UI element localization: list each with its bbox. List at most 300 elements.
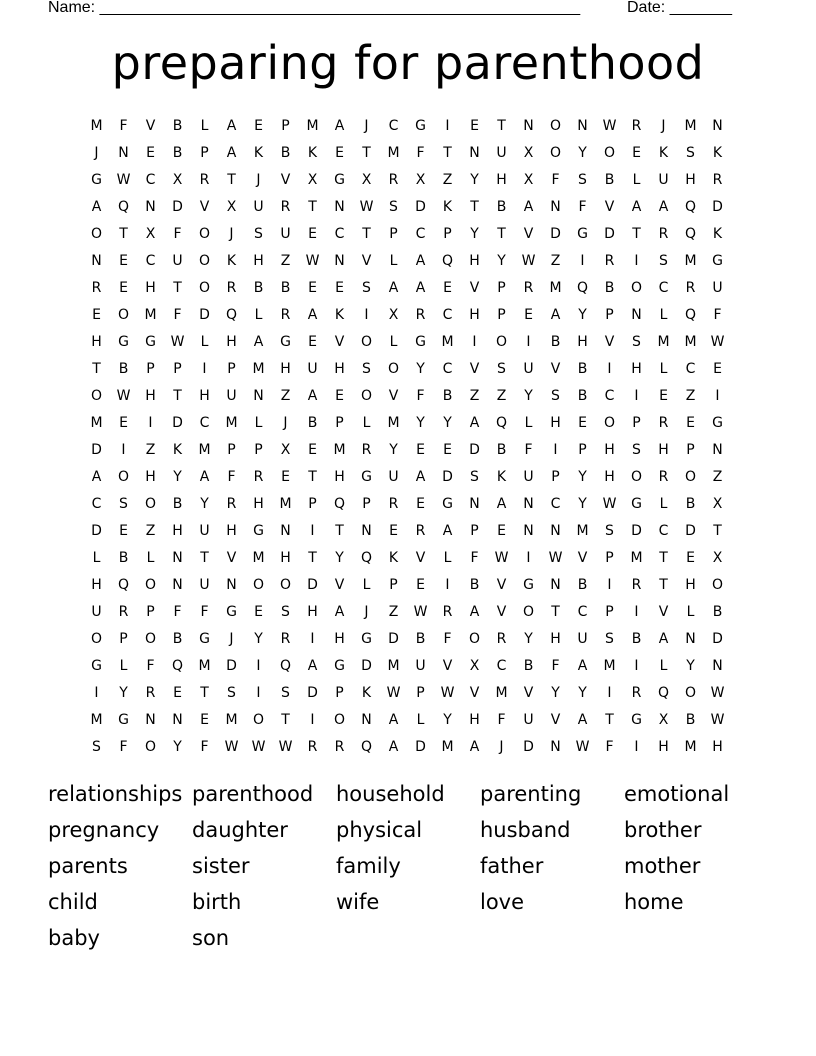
grid-letter: C xyxy=(91,496,102,512)
grid-letter: O xyxy=(252,577,265,593)
grid-letter: I xyxy=(634,388,639,404)
word-bank-item: physical xyxy=(336,818,423,842)
grid-letter: E xyxy=(119,415,128,431)
grid-letter: D xyxy=(307,577,318,593)
grid-letter: N xyxy=(172,550,183,566)
grid-letter: N xyxy=(631,307,642,323)
grid-letter: A xyxy=(307,388,318,404)
grid-letter: P xyxy=(119,631,128,647)
grid-letter: H xyxy=(145,469,156,485)
name-date-line xyxy=(48,0,748,18)
grid-letter: F xyxy=(227,469,236,485)
grid-letter: Y xyxy=(686,658,695,674)
grid-letter: B xyxy=(685,496,696,512)
grid-letter: Q xyxy=(657,685,670,701)
grid-letter: L xyxy=(686,604,695,620)
grid-letter: O xyxy=(360,388,373,404)
grid-letter: T xyxy=(470,199,479,215)
grid-letter: A xyxy=(469,604,480,620)
word-bank-item: parenthood xyxy=(192,782,314,806)
grid-letter: P xyxy=(254,442,263,458)
grid-letter: R xyxy=(226,280,237,296)
grid-letter: P xyxy=(335,415,344,431)
word-bank-item: husband xyxy=(480,818,571,842)
grid-letter: E xyxy=(443,280,452,296)
grid-letter: W xyxy=(170,334,185,350)
grid-letter: L xyxy=(362,415,371,431)
word-bank-item: relationships xyxy=(48,782,183,806)
grid-letter: W xyxy=(710,685,725,701)
grid-letter: D xyxy=(388,631,399,647)
grid-letter: O xyxy=(144,631,157,647)
grid-letter: E xyxy=(308,442,317,458)
grid-letter: N xyxy=(712,658,723,674)
grid-letter: U xyxy=(91,604,102,620)
grid-letter: L xyxy=(389,253,398,269)
grid-letter: G xyxy=(361,469,372,485)
grid-letter: H xyxy=(496,172,507,188)
grid-letter: E xyxy=(416,577,425,593)
grid-letter: V xyxy=(523,685,534,701)
grid-letter: I xyxy=(472,334,477,350)
grid-letter: H xyxy=(253,253,264,269)
word-bank xyxy=(48,776,768,956)
grid-letter: M xyxy=(549,280,562,296)
grid-letter: H xyxy=(685,172,696,188)
grid-letter: P xyxy=(443,226,452,242)
grid-letter: A xyxy=(388,712,399,728)
grid-letter: B xyxy=(496,199,507,215)
grid-letter: R xyxy=(388,496,399,512)
grid-letter: I xyxy=(94,685,99,701)
grid-letter: D xyxy=(442,469,453,485)
grid-letter: E xyxy=(335,145,344,161)
grid-letter: Y xyxy=(524,388,533,404)
grid-letter: P xyxy=(632,415,641,431)
grid-letter: N xyxy=(334,253,345,269)
grid-letter: T xyxy=(200,685,209,701)
grid-letter: E xyxy=(146,145,155,161)
grid-letter: P xyxy=(497,307,506,323)
grid-letter: V xyxy=(496,604,507,620)
grid-letter: P xyxy=(146,604,155,620)
grid-letter: Y xyxy=(470,172,479,188)
grid-letter: I xyxy=(607,577,612,593)
grid-letter: P xyxy=(551,469,560,485)
grid-letter: T xyxy=(308,469,317,485)
grid-letter: D xyxy=(91,523,102,539)
grid-letter: M xyxy=(387,415,400,431)
grid-letter: Y xyxy=(524,631,533,647)
grid-letter: V xyxy=(145,118,156,134)
grid-letter: M xyxy=(225,712,238,728)
grid-letter: E xyxy=(416,496,425,512)
grid-letter: W xyxy=(278,739,293,755)
grid-letter: K xyxy=(307,145,318,161)
grid-letter: O xyxy=(603,145,616,161)
grid-letter: F xyxy=(173,226,182,242)
grid-letter: X xyxy=(172,172,183,188)
grid-letter: D xyxy=(172,415,183,431)
grid-letter: B xyxy=(523,658,534,674)
grid-letter: G xyxy=(91,658,102,674)
grid-letter: Q xyxy=(279,658,292,674)
grid-letter: G xyxy=(415,334,426,350)
grid-letter: C xyxy=(334,226,345,242)
grid-letter: O xyxy=(90,388,103,404)
grid-letter: F xyxy=(173,604,182,620)
grid-letter: U xyxy=(199,523,210,539)
grid-letter: L xyxy=(389,334,398,350)
grid-letter: L xyxy=(416,712,425,728)
grid-letter: A xyxy=(415,280,426,296)
grid-letter: I xyxy=(553,442,558,458)
grid-letter: U xyxy=(226,388,237,404)
grid-letter: C xyxy=(577,604,588,620)
grid-letter: G xyxy=(334,658,345,674)
grid-letter: Z xyxy=(496,388,507,404)
grid-letter: G xyxy=(631,712,642,728)
grid-letter: R xyxy=(631,118,642,134)
grid-letter: H xyxy=(658,739,669,755)
grid-letter: L xyxy=(200,118,209,134)
grid-letter: M xyxy=(198,442,211,458)
grid-letter: J xyxy=(229,226,234,242)
grid-letter: V xyxy=(280,172,291,188)
grid-letter: N xyxy=(523,523,534,539)
grid-letter: D xyxy=(91,442,102,458)
grid-letter: L xyxy=(659,496,668,512)
grid-letter: P xyxy=(497,280,506,296)
grid-letter: E xyxy=(254,604,263,620)
grid-letter: K xyxy=(712,145,723,161)
grid-letter: Y xyxy=(254,631,263,647)
grid-letter: T xyxy=(551,604,560,620)
grid-letter: T xyxy=(632,226,641,242)
grid-letter: E xyxy=(119,523,128,539)
grid-letter: B xyxy=(307,415,318,431)
grid-letter: H xyxy=(145,388,156,404)
grid-letter: R xyxy=(253,469,264,485)
grid-letter: R xyxy=(280,631,291,647)
word-bank-item: daughter xyxy=(192,818,288,842)
grid-letter: W xyxy=(251,739,266,755)
grid-letter: R xyxy=(523,280,534,296)
grid-letter: I xyxy=(310,631,315,647)
grid-letter: U xyxy=(199,577,210,593)
grid-letter: N xyxy=(361,523,372,539)
grid-letter: U xyxy=(577,631,588,647)
grid-letter: Y xyxy=(443,415,452,431)
grid-letter: A xyxy=(388,280,399,296)
grid-letter: H xyxy=(469,253,480,269)
grid-letter: P xyxy=(281,118,290,134)
grid-letter: Z xyxy=(712,469,723,485)
grid-letter: B xyxy=(172,631,183,647)
grid-letter: A xyxy=(388,739,399,755)
grid-letter: C xyxy=(199,415,210,431)
grid-letter: E xyxy=(254,118,263,134)
grid-letter: M xyxy=(252,361,265,377)
grid-letter: Y xyxy=(173,739,182,755)
grid-letter: B xyxy=(577,361,588,377)
grid-letter: O xyxy=(198,253,211,269)
grid-letter: B xyxy=(172,145,183,161)
grid-letter: H xyxy=(91,334,102,350)
grid-letter: A xyxy=(226,118,237,134)
grid-letter: O xyxy=(198,280,211,296)
grid-letter: J xyxy=(364,604,369,620)
grid-letter: X xyxy=(415,172,426,188)
grid-letter: E xyxy=(335,280,344,296)
word-bank-item: parents xyxy=(48,854,128,878)
grid-letter: I xyxy=(121,442,126,458)
grid-letter: D xyxy=(604,226,615,242)
grid-letter: Z xyxy=(550,253,561,269)
grid-letter: E xyxy=(200,712,209,728)
grid-letter: F xyxy=(497,712,506,728)
grid-letter: N xyxy=(145,199,156,215)
grid-letter: M xyxy=(630,550,643,566)
grid-letter: O xyxy=(144,739,157,755)
grid-letter: E xyxy=(281,469,290,485)
grid-letter: V xyxy=(334,577,345,593)
grid-letter: F xyxy=(551,658,560,674)
grid-letter: T xyxy=(308,199,317,215)
grid-letter: Q xyxy=(117,577,130,593)
grid-letter: M xyxy=(279,496,292,512)
grid-letter: Z xyxy=(145,442,156,458)
grid-letter: N xyxy=(334,199,345,215)
grid-letter: L xyxy=(254,415,263,431)
grid-letter: H xyxy=(91,577,102,593)
grid-letter: I xyxy=(607,685,612,701)
grid-letter: A xyxy=(226,145,237,161)
date-field-label: Date: _______ xyxy=(627,0,732,16)
grid-letter: F xyxy=(200,739,209,755)
grid-letter: X xyxy=(145,226,156,242)
grid-letter: P xyxy=(335,685,344,701)
grid-letter: Y xyxy=(335,550,344,566)
grid-letter: X xyxy=(712,550,723,566)
grid-letter: A xyxy=(253,334,264,350)
grid-letter: M xyxy=(90,118,103,134)
grid-letter: X xyxy=(469,658,480,674)
grid-letter: T xyxy=(713,523,722,539)
grid-letter: V xyxy=(469,280,480,296)
grid-letter: Y xyxy=(578,685,587,701)
grid-letter: T xyxy=(173,388,182,404)
grid-letter: B xyxy=(712,604,723,620)
grid-letter: S xyxy=(497,361,506,377)
grid-letter: C xyxy=(550,496,561,512)
grid-letter: G xyxy=(226,604,237,620)
grid-letter: E xyxy=(119,253,128,269)
grid-letter: B xyxy=(685,712,696,728)
name-field-label: Name: ______________________________________________________ xyxy=(48,0,581,16)
grid-letter: F xyxy=(524,442,533,458)
grid-letter: N xyxy=(523,118,534,134)
grid-letter: I xyxy=(580,253,585,269)
grid-letter: Q xyxy=(684,199,697,215)
grid-letter: A xyxy=(415,469,426,485)
grid-letter: Q xyxy=(117,199,130,215)
grid-letter: V xyxy=(469,361,480,377)
grid-letter: Y xyxy=(119,685,128,701)
grid-letter: K xyxy=(253,145,264,161)
grid-letter: N xyxy=(550,523,561,539)
grid-letter: P xyxy=(227,442,236,458)
grid-letter: A xyxy=(442,523,453,539)
grid-letter: F xyxy=(200,604,209,620)
grid-letter: C xyxy=(658,523,669,539)
grid-letter: N xyxy=(712,118,723,134)
grid-letter: S xyxy=(281,685,290,701)
grid-letter: O xyxy=(495,334,508,350)
grid-letter: K xyxy=(712,226,723,242)
grid-letter: W xyxy=(548,550,563,566)
grid-letter: R xyxy=(91,280,102,296)
grid-letter: G xyxy=(631,496,642,512)
grid-letter: N xyxy=(91,253,102,269)
grid-letter: G xyxy=(199,631,210,647)
grid-letter: W xyxy=(575,739,590,755)
grid-letter: Z xyxy=(442,172,453,188)
grid-letter: W xyxy=(521,253,536,269)
grid-letter: O xyxy=(144,496,157,512)
grid-letter: A xyxy=(307,658,318,674)
grid-letter: S xyxy=(659,253,668,269)
grid-letter: I xyxy=(607,361,612,377)
grid-letter: C xyxy=(658,280,669,296)
grid-letter: L xyxy=(632,172,641,188)
grid-letter: E xyxy=(308,280,317,296)
grid-letter: V xyxy=(496,577,507,593)
grid-letter: U xyxy=(712,280,723,296)
grid-letter: H xyxy=(469,712,480,728)
grid-letter: V xyxy=(226,550,237,566)
word-bank-item: parenting xyxy=(480,782,582,806)
word-bank-item: son xyxy=(192,926,230,950)
grid-letter: T xyxy=(605,712,614,728)
grid-letter: G xyxy=(361,631,372,647)
grid-letter: J xyxy=(229,631,234,647)
grid-letter: F xyxy=(173,307,182,323)
grid-letter: K xyxy=(658,145,669,161)
grid-letter: F xyxy=(551,172,560,188)
grid-letter: Q xyxy=(333,496,346,512)
grid-letter: P xyxy=(686,442,695,458)
grid-letter: S xyxy=(578,172,587,188)
grid-letter: C xyxy=(145,253,156,269)
grid-letter: E xyxy=(632,145,641,161)
grid-letter: I xyxy=(310,712,315,728)
grid-letter: Y xyxy=(551,685,560,701)
grid-letter: K xyxy=(496,469,507,485)
grid-letter: H xyxy=(307,604,318,620)
grid-letter: O xyxy=(117,307,130,323)
grid-letter: F xyxy=(416,145,425,161)
grid-letter: R xyxy=(685,280,696,296)
grid-letter: L xyxy=(146,550,155,566)
grid-letter: G xyxy=(145,334,156,350)
grid-letter: S xyxy=(119,496,128,512)
grid-letter: U xyxy=(496,145,507,161)
grid-letter: K xyxy=(361,685,372,701)
grid-letter: B xyxy=(469,577,480,593)
grid-letter: M xyxy=(441,739,454,755)
grid-letter: R xyxy=(334,739,345,755)
grid-letter: R xyxy=(658,469,669,485)
grid-letter: R xyxy=(712,172,723,188)
grid-letter: R xyxy=(604,253,615,269)
grid-letter: E xyxy=(578,415,587,431)
grid-letter: P xyxy=(362,496,371,512)
grid-letter: O xyxy=(90,226,103,242)
word-bank-item: baby xyxy=(48,926,100,950)
grid-letter: Y xyxy=(416,361,425,377)
grid-letter: N xyxy=(280,523,291,539)
grid-letter: T xyxy=(308,550,317,566)
grid-letter: K xyxy=(226,253,237,269)
grid-letter: N xyxy=(523,496,534,512)
grid-letter: P xyxy=(146,361,155,377)
grid-letter: W xyxy=(116,172,131,188)
grid-letter: H xyxy=(712,739,723,755)
grid-letter: X xyxy=(523,172,534,188)
grid-letter: O xyxy=(684,685,697,701)
grid-letter: T xyxy=(497,118,506,134)
letter-grid xyxy=(83,113,733,761)
grid-letter: S xyxy=(254,226,263,242)
grid-letter: A xyxy=(658,631,669,647)
grid-letter: U xyxy=(280,226,291,242)
grid-letter: U xyxy=(658,172,669,188)
grid-letter: I xyxy=(148,415,153,431)
grid-letter: Y xyxy=(200,496,209,512)
grid-letter: X xyxy=(361,172,372,188)
grid-letter: K xyxy=(388,550,399,566)
grid-letter: N xyxy=(118,145,129,161)
grid-letter: P xyxy=(605,604,614,620)
grid-letter: X xyxy=(388,307,399,323)
grid-letter: T xyxy=(659,577,668,593)
grid-letter: L xyxy=(92,550,101,566)
grid-letter: D xyxy=(550,226,561,242)
grid-letter: B xyxy=(118,550,129,566)
grid-letter: R xyxy=(415,307,426,323)
grid-letter: A xyxy=(523,199,534,215)
grid-letter: N xyxy=(361,712,372,728)
grid-letter: P xyxy=(605,307,614,323)
grid-letter: Y xyxy=(497,253,506,269)
word-bank-item: family xyxy=(336,854,401,878)
grid-letter: O xyxy=(387,361,400,377)
grid-letter: O xyxy=(144,577,157,593)
grid-letter: U xyxy=(388,469,399,485)
grid-letter: M xyxy=(387,658,400,674)
grid-letter: C xyxy=(145,172,156,188)
grid-letter: R xyxy=(226,496,237,512)
grid-letter: F xyxy=(578,199,587,215)
grid-letter: Y xyxy=(578,307,587,323)
grid-letter: R xyxy=(118,604,129,620)
grid-letter: Q xyxy=(495,415,508,431)
grid-letter: E xyxy=(308,226,317,242)
grid-letter: A xyxy=(199,469,210,485)
grid-letter: A xyxy=(415,253,426,269)
grid-letter: O xyxy=(333,712,346,728)
